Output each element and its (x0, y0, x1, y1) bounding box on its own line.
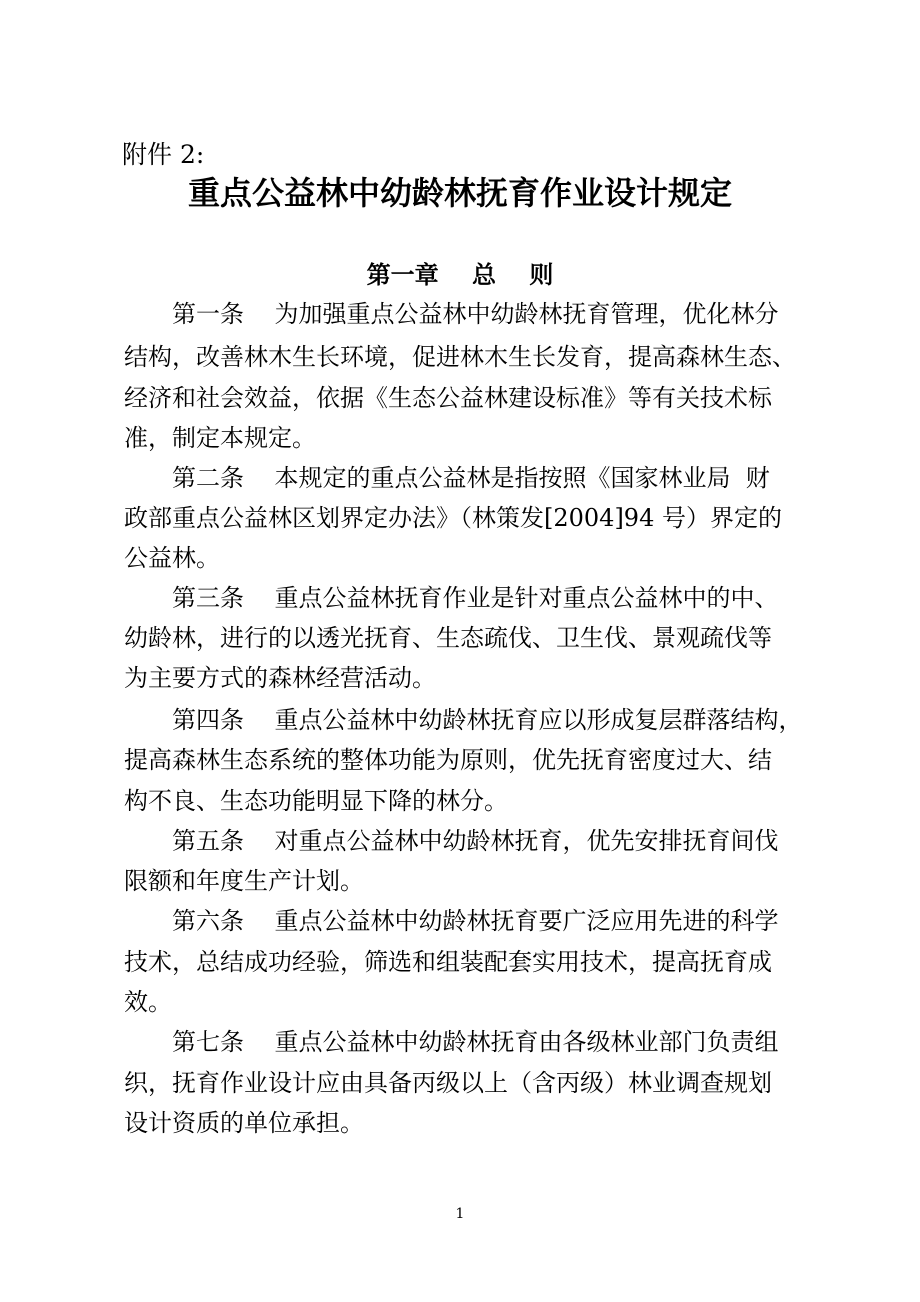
article-1-line-2: 结构，改善林木生长环境，促进林木生长发育，提高森林生态、 (124, 343, 796, 371)
article-1-line-3: 经济和社会效益，依据《生态公益林建设标准》等有关技术标 (124, 384, 772, 412)
article-6-line-1: 第六条 重点公益林中幼龄林抚育要广泛应用先进的科学 (172, 907, 779, 935)
article-4-line-3: 构不良、生态功能明显下降的林分。 (124, 787, 508, 815)
article-7-line-2: 织，抚育作业设计应由具备丙级以上（含丙级）林业调查规划 (124, 1069, 772, 1097)
article-1-line-4: 准，制定本规定。 (124, 424, 316, 452)
article-3-line-2: 幼龄林，进行的以透光抚育、生态疏伐、卫生伐、景观疏伐等 (124, 624, 772, 652)
document-title: 重点公益林中幼龄林抚育作业设计规定 (187, 174, 732, 212)
article-7-line-1: 第七条 重点公益林中幼龄林抚育由各级林业部门负责组 (172, 1028, 779, 1056)
article-2-line-2: 政部重点公益林区划界定办法》（林策发[2004]94 号）界定的 (124, 504, 782, 532)
page-number: 1 (455, 1206, 465, 1222)
article-2-line-3: 公益林。 (124, 544, 220, 572)
article-5-line-1: 第五条 对重点公益林中幼龄林抚育，优先安排抚育间伐 (172, 827, 779, 855)
article-3-line-1: 第三条 重点公益林抚育作业是针对重点公益林中的中、 (172, 584, 779, 612)
article-1-line-1: 第一条 为加强重点公益林中幼龄林抚育管理，优化林分 (172, 300, 779, 328)
article-4-line-2: 提高森林生态系统的整体功能为原则，优先抚育密度过大、结 (124, 746, 772, 774)
article-7-line-3: 设计资质的单位承担。 (124, 1109, 364, 1137)
article-6-line-2: 技术，总结成功经验，筛选和组装配套实用技术，提高抚育成 (124, 948, 772, 976)
article-5-line-2: 限额和年度生产计划。 (124, 867, 364, 895)
chapter-title: 第一章 总 则 (366, 261, 554, 289)
article-3-line-3: 为主要方式的森林经营活动。 (124, 664, 436, 692)
article-6-line-3: 效。 (124, 988, 172, 1016)
article-4-line-1: 第四条 重点公益林中幼龄林抚育应以形成复层群落结构， (172, 706, 803, 734)
attachment-label: 附件 2: (122, 140, 205, 169)
article-2-line-1: 第二条 本规定的重点公益林是指按照《国家林业局 财 (172, 464, 770, 492)
